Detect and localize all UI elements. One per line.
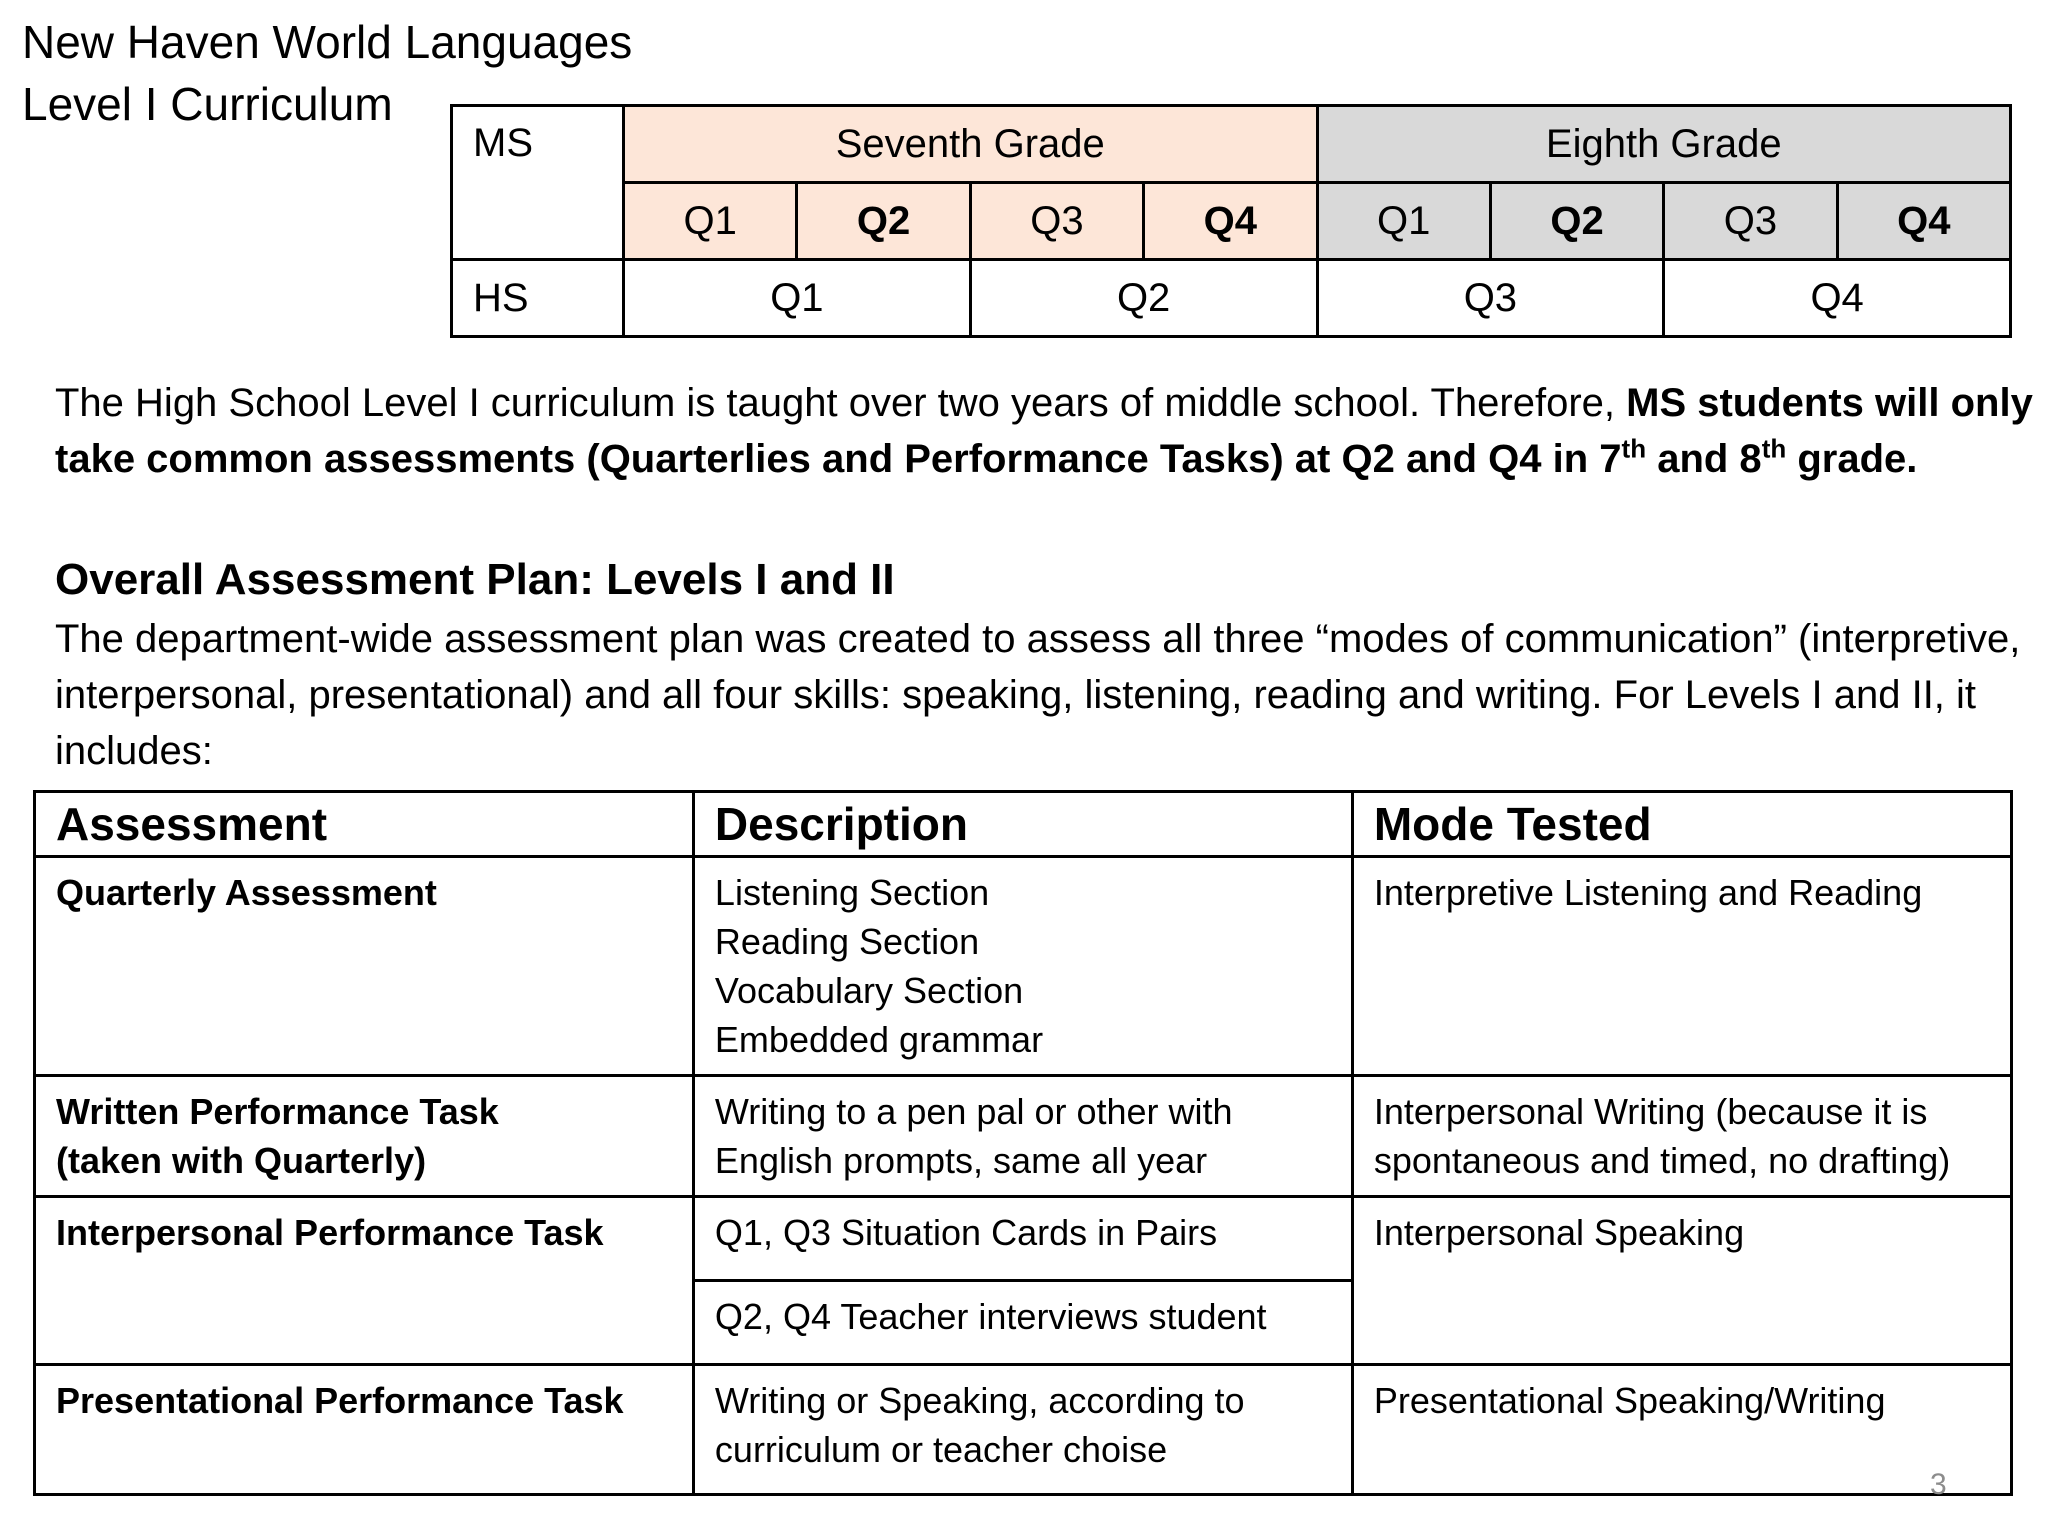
- hs-quarter-cell: Q3: [1317, 260, 1664, 337]
- assessment-name: Written Performance Task (taken with Quarterly): [35, 1076, 694, 1197]
- table-row: [35, 1365, 2012, 1495]
- table-row: [35, 857, 2012, 1076]
- ms-quarter-cell: Q4: [1837, 183, 2010, 260]
- intro-paragraph: [55, 375, 2035, 487]
- column-header: Assessment: [35, 792, 694, 857]
- intro-bold-text: MS students will only take common assessments (Quarterlies and Performance Tasks) at Q2 and Q4 in 7th and 8th grade.: [55, 381, 2033, 481]
- seventh-grade-header: Seventh Grade: [624, 106, 1318, 183]
- table-header-row: [35, 792, 2012, 857]
- column-header: Mode Tested: [1352, 792, 2011, 857]
- hs-quarter-row: [452, 260, 2011, 337]
- ms-quarter-cell: Q4: [1144, 183, 1317, 260]
- assessment-name: Presentational Performance Task: [35, 1365, 694, 1495]
- eighth-grade-header: Eighth Grade: [1317, 106, 2011, 183]
- ms-quarter-cell: Q2: [1490, 183, 1663, 260]
- ms-quarter-cell: Q2: [797, 183, 970, 260]
- ms-quarter-row: [452, 183, 2011, 260]
- column-header: Description: [693, 792, 1352, 857]
- assessment-description: Q2, Q4 Teacher interviews student: [693, 1281, 1352, 1365]
- hs-label: HS: [452, 260, 624, 337]
- page-title-line1: New Haven World Languages: [22, 16, 633, 68]
- hs-quarter-cell: Q2: [970, 260, 1317, 337]
- table-row: [35, 1197, 2012, 1281]
- grade-row: [452, 106, 2011, 183]
- plan-paragraph: The department-wide assessment plan was created to assess all three “modes of communication” (interpretive, interpersonal, presentational) and all four skills: speaking, listening, reading and writing. For Levels I and II, it includes:: [55, 617, 2021, 773]
- assessment-mode: Interpretive Listening and Reading: [1352, 857, 2011, 1076]
- ms-quarter-cell: Q1: [624, 183, 797, 260]
- ms-quarter-cell: Q3: [1664, 183, 1837, 260]
- page-number: 3: [1930, 1468, 1947, 1501]
- assessment-table: [33, 790, 2013, 1496]
- ms-quarter-cell: Q3: [970, 183, 1143, 260]
- assessment-description: Writing to a pen pal or other with English prompts, same all year: [693, 1076, 1352, 1197]
- assessment-name: Interpersonal Performance Task: [35, 1197, 694, 1365]
- hs-quarter-cell: Q1: [624, 260, 971, 337]
- intro-text: The High School Level I curriculum is taught over two years of middle school. Therefore,: [55, 381, 1627, 425]
- ms-quarter-cell: Q1: [1317, 183, 1490, 260]
- page-title-line2: Level I Curriculum: [22, 78, 393, 130]
- table-row: [35, 1076, 2012, 1197]
- grade-quarter-table: [450, 104, 2012, 338]
- section-heading: Overall Assessment Plan: Levels I and II: [55, 555, 895, 604]
- hs-quarter-cell: Q4: [1664, 260, 2011, 337]
- assessment-description: Listening Section Reading Section Vocabulary Section Embedded grammar: [693, 857, 1352, 1076]
- ms-label: MS: [452, 106, 624, 260]
- assessment-description: Q1, Q3 Situation Cards in Pairs: [693, 1197, 1352, 1281]
- assessment-description: Writing or Speaking, according to curriculum or teacher choise: [693, 1365, 1352, 1495]
- assessment-mode: Interpersonal Speaking: [1352, 1197, 2011, 1365]
- assessment-mode: Presentational Speaking/Writing: [1352, 1365, 2011, 1495]
- assessment-mode: Interpersonal Writing (because it is spontaneous and timed, no drafting): [1352, 1076, 2011, 1197]
- superscript: th: [1621, 433, 1647, 464]
- superscript: th: [1761, 433, 1787, 464]
- assessment-name: Quarterly Assessment: [35, 857, 694, 1076]
